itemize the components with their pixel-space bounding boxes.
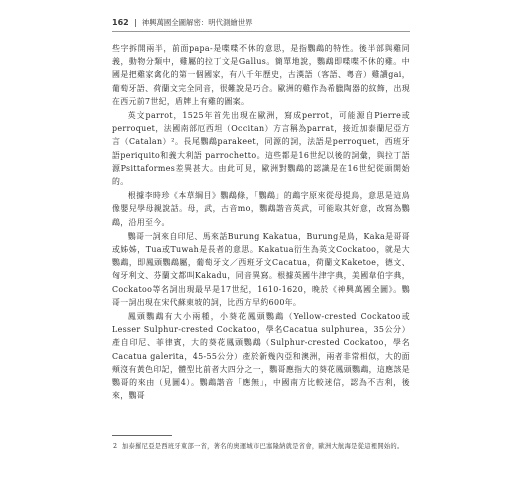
paragraph: 英文parrot，1525年首先出現在歐洲，寫成perrot，可能源自Pierre或perroquet，法國南部厄西坦（Occitan）方言稱為parrat，接近加泰蘭尼亞方言（Catalan）²。長尾鸚鵡parakeet，同源的詞，法語是perroquet，西班牙語periquito和義大利語 parrochetto。這些都是16世紀以後的詞彙，與拉丁語源Psittaformes差異甚大。由此可見，歐洲對鸚鵡的認識是在16世紀從頭開始的。	[112, 111, 410, 187]
running-header	[112, 17, 253, 28]
header-rule	[112, 31, 410, 32]
paragraph: 些字拆開兩半，前面papa-是喋喋不休的意思，是指鸚鵡的特性。後半部與雞同義，動物分類中，雞屬的拉丁文是Gallus。簡單地說，鸚鵡即喋喋不休的雞。中國是把雞家禽化的第一個國家，有八千年歷史，古漢語（客語、粵音）雞讀gai，葡萄牙語、荷蘭文完全同音，很難說是巧合。歐洲的雞作為希臘陶器的紋飾，出現在西元前7世紀，盾牌上有雞的圖案。	[112, 44, 410, 106]
page-number: 162	[112, 18, 129, 27]
header-divider	[135, 19, 136, 27]
book-title: 神興萬國全圖解密：明代測繪世界	[141, 18, 253, 27]
footnote-rule	[112, 435, 172, 436]
body-text	[112, 42, 410, 403]
paragraph: 鸚哥一詞來自印尼、馬來話Burung Kakatua，Burung是鳥，Kaka是哥哥或姊姊，Tua或Tuwah是長者的意思。Kakatua衍生為英文Cockatoo，就是大鸚鵡，即鳳頭鸚鵡屬，葡萄牙文／西班牙文Cacatua，荷蘭文Kaketoe，德文、匈牙利文、芬蘭文都叫Kakadu，同音異寫。根據英國牛津字典，美國韋伯字典，Cockatoo等名詞出現最早是17世紀，1610-1620，晚於《神興萬國全圖》。鸚哥一詞出現在宋代蘇東坡的詞，比西方早約600年。	[112, 231, 410, 307]
paragraph: 根據李時珍《本草綱目》鸚鵡條，「鸚鵡」的鵡字原來從母提鳥，意思是這鳥像嬰兒學母親說話。母，武，古音mo，鸚鵡諧音英武，可能取其好意，改寫為鸚鵡，沿用至今。	[112, 191, 410, 227]
footnote-text: 加泰羅尼亞是西班牙東部一省，著名的奧運城市巴塞隆納就是省會，歐洲大航海是從這裡開始的。	[122, 443, 404, 450]
footnote	[113, 442, 408, 453]
footnote-number: 2	[113, 443, 118, 450]
paragraph: 鳳頭鸚鵡有大小兩種，小葵花鳳頭鸚鵡（Yellow-crested Cockatoo或Lesser Sulphur-crested Cockatoo，學名Cacatua sulphurea，35公分）產自印尼、菲律賓，大的葵花鳳頭鸚鵡（Sulphur-crested Cockatoo，學名Cacatua galerita，45-55公分）產於新幾內亞和澳洲，兩者非常相似，大的面頰沒有黃色印記，體型比前者大四分之一，鸚哥應指大的葵花鳳頭鸚鵡，這應該是鸚哥的來由（見圖4）。鸚鵡諧音「應無」，中國南方比較迷信，認為不吉利，後來，鸚哥	[112, 312, 410, 401]
